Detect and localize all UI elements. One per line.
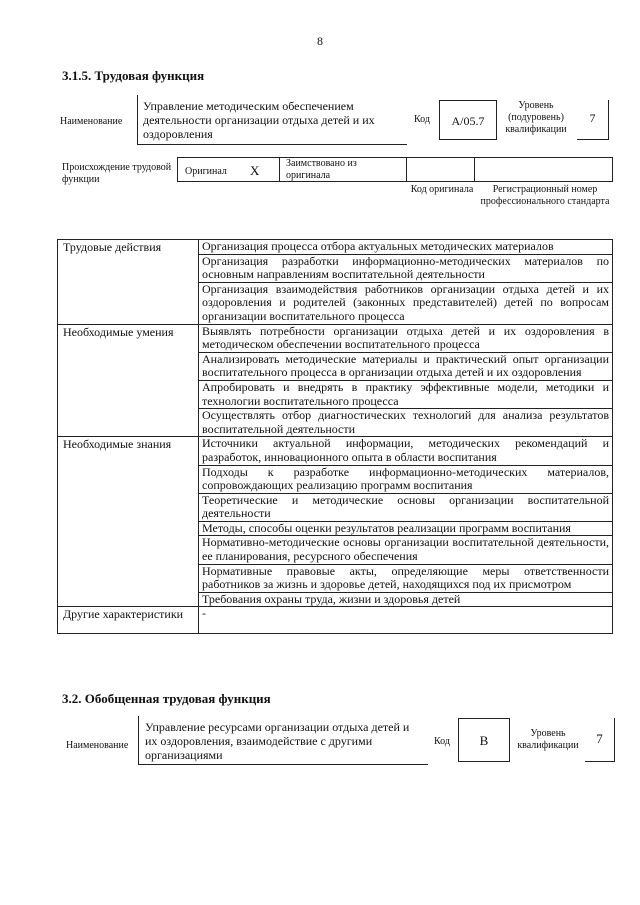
code-value: А/05.7 (439, 100, 497, 140)
name-label-2: Наименование (66, 740, 129, 751)
origin-divider (279, 157, 280, 182)
level-value-2: 7 (585, 718, 615, 762)
origin-label: Происхождение трудовой функции (62, 162, 172, 185)
code-label: Код (414, 114, 430, 125)
row-label: Другие характеристики (58, 607, 199, 634)
row-item: Теоретические и методические основы организации воспитательной деятельности (199, 493, 613, 521)
origin-divider-3 (474, 157, 475, 182)
function-table (57, 239, 613, 634)
table-row (58, 240, 613, 255)
row-label: Необходимые умения (58, 324, 199, 437)
function-name-box-2 (138, 716, 428, 765)
row-item: Апробировать и внедрять в практику эффективные модели, методики и технологии воспитательного процесса (199, 380, 613, 408)
table-row (58, 324, 613, 352)
row-item: Нормативно-методические основы организации воспитательной деятельности, ее планирования, ресурсного обеспечения (199, 536, 613, 564)
level-value: 7 (577, 100, 609, 140)
name-label: Наименование (60, 116, 123, 127)
row-item: Методы, способы оценки результатов реализации программ воспитания (199, 521, 613, 536)
reg-number-label: Регистрационный номер профессионального стандарта (480, 184, 610, 207)
function-name: Управление методическим обеспечением деятельности организации отдыха детей и их оздоровления (143, 99, 375, 141)
code-label-2: Код (434, 736, 450, 747)
code-value-2: В (458, 718, 510, 762)
section-title: 3.1.5. Трудовая функция (62, 68, 205, 83)
borrowed-label: Заимствовано из оригинала (286, 158, 357, 181)
row-item: Нормативные правовые акты, определяющие меры ответственности работников за жизнь и здоровье детей, находящихся под их присмотром (199, 564, 613, 592)
row-item: Организация разработки информационно-методических материалов по основным направлениям воспитательной деятельности (199, 254, 613, 282)
row-item: Требования охраны труда, жизни и здоровья детей (199, 592, 613, 607)
section2-title: 3.2. Обобщенная трудовая функция (62, 691, 271, 706)
row-item: Организация взаимодействия работников организации отдыха детей и их оздоровления и родителей (законных представителей) детей по вопросам организации воспитательного процесса (199, 282, 613, 324)
origin-divider-2 (406, 157, 407, 182)
table-row (58, 607, 613, 634)
code-original-label: Код оригинала (410, 184, 474, 195)
original-label: Оригинал (185, 166, 227, 177)
row-item: - (199, 607, 613, 634)
original-mark: X (250, 163, 260, 178)
page-number: 8 (317, 34, 323, 48)
function-name-box (137, 95, 407, 145)
row-item: Подходы к разработке информационно-методических материалов, сопровождающих реализацию программ воспитания (199, 465, 613, 493)
row-item: Осуществлять отбор диагностических технологий для анализа результатов воспитательной деятельности (199, 409, 613, 437)
row-item: Организация процесса отбора актуальных методических материалов (199, 240, 613, 255)
row-item: Выявлять потребности организации отдыха детей и их оздоровления в методическом обеспечении воспитательного процесса (199, 324, 613, 352)
function-name-2: Управление ресурсами организации отдыха детей и их оздоровления, взаимодействие с другими организациями (145, 720, 410, 762)
row-item: Источники актуальной информации, методических рекомендаций и разработок, инновационного опыта в области воспитания (199, 437, 613, 465)
row-item: Анализировать методические материалы и практический опыт организации воспитательного процесса в организации отдыха детей и их оздоровления (199, 352, 613, 380)
level-label-2: Уровень квалификации (517, 728, 579, 751)
row-label: Трудовые действия (58, 240, 199, 325)
level-label: Уровень (подуровень) квалификации (505, 100, 567, 135)
row-label: Необходимые знания (58, 437, 199, 607)
table-row (58, 437, 613, 465)
